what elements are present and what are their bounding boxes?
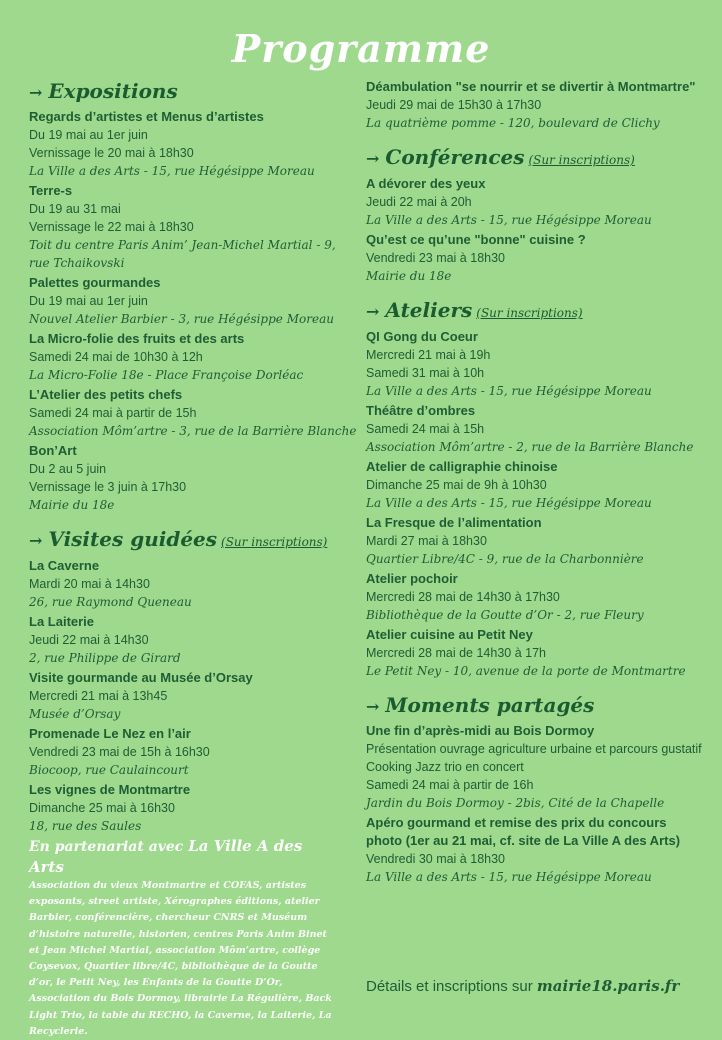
- event-date: Samedi 24 mai à partir de 15h: [29, 406, 197, 420]
- left-column: [29, 78, 359, 835]
- registration-link[interactable]: (Sur inscriptions): [528, 153, 635, 167]
- event-place: Nouvel Atelier Barbier - 3, rue Hégésippe Moreau: [29, 312, 334, 326]
- event-date: Vendredi 23 mai de 15h à 16h30: [29, 745, 210, 759]
- event-date: Mercredi 28 mai de 14h30 à 17h30: [366, 590, 560, 604]
- event-name: La Fresque de l’alimentation: [366, 515, 542, 530]
- event-date: Dimanche 25 mai de 9h à 10h30: [366, 478, 547, 492]
- section-title: Visites guidées: [48, 527, 218, 551]
- event-place: Bibliothèque de la Goutte d’Or - 2, rue Fleury: [366, 608, 644, 622]
- section-title: Expositions: [48, 79, 178, 103]
- event-item: [366, 814, 706, 886]
- arrow-right-icon: →: [29, 83, 43, 102]
- event-item: [366, 231, 706, 285]
- event-date: Vendredi 30 mai à 18h30: [366, 852, 505, 866]
- arrow-right-icon: →: [29, 531, 43, 550]
- event-item: [366, 514, 706, 568]
- event-item: [366, 626, 706, 680]
- event-name: L’Atelier des petits chefs: [29, 387, 183, 402]
- event-date: Cooking Jazz trio en concert: [366, 760, 524, 774]
- event-place: Le Petit Ney - 10, avenue de la porte de Montmartre: [366, 664, 686, 678]
- event-place: Musée d’Orsay: [29, 707, 121, 721]
- section-heading-conferences: [366, 144, 706, 173]
- event-name: Regards d’artistes et Menus d’artistes: [29, 109, 264, 124]
- event-date: Du 19 au 31 mai: [29, 202, 121, 216]
- event-name: Terre-s: [29, 183, 73, 198]
- event-name: Palettes gourmandes: [29, 275, 161, 290]
- event-date: Du 19 mai au 1er juin: [29, 128, 148, 142]
- event-place: La Micro-Folie 18e - Place Françoise Dorléac: [29, 368, 304, 382]
- event-item: [29, 182, 359, 272]
- event-name: Une fin d’après-midi au Bois Dormoy: [366, 723, 595, 738]
- event-date: Dimanche 25 mai à 16h30: [29, 801, 175, 815]
- page-title: Programme: [231, 26, 491, 71]
- event-place: 26, rue Raymond Queneau: [29, 595, 192, 609]
- section-spacer: [366, 680, 706, 692]
- event-item: [29, 274, 359, 328]
- event-item: [29, 386, 359, 440]
- event-name: Bon’Art: [29, 443, 77, 458]
- event-name: Promenade Le Nez en l’air: [29, 726, 191, 741]
- event-place: Quartier Libre/4C - 9, rue de la Charbonnière: [366, 552, 644, 566]
- section-title: Moments partagés: [385, 693, 595, 717]
- event-item: [366, 402, 706, 456]
- event-date: Samedi 24 mai à 15h: [366, 422, 485, 436]
- event-item: [366, 78, 706, 132]
- event-name: Qu’est ce qu’une "bonne" cuisine ?: [366, 232, 586, 247]
- section-spacer: [366, 285, 706, 297]
- event-date: Du 19 mai au 1er juin: [29, 294, 148, 308]
- section-heading-moments: [366, 692, 706, 720]
- event-name: Atelier pochoir: [366, 571, 458, 586]
- event-item: [366, 175, 706, 229]
- arrow-right-icon: →: [366, 302, 380, 321]
- event-item: [366, 458, 706, 512]
- event-place: La Ville a des Arts - 15, rue Hégésippe Moreau: [366, 213, 652, 227]
- event-place: Mairie du 18e: [29, 498, 115, 512]
- partners-heading: En partenariat avec La Ville A des Arts: [29, 837, 303, 876]
- event-item: [29, 669, 359, 723]
- section-heading-ateliers: [366, 297, 706, 326]
- event-date: Vernissage le 20 mai à 18h30: [29, 146, 194, 160]
- section-heading-expositions: [29, 78, 359, 106]
- event-date: Vendredi 23 mai à 18h30: [366, 251, 505, 265]
- event-name: Théâtre d’ombres: [366, 403, 476, 418]
- event-place: 2, rue Philippe de Girard: [29, 651, 181, 665]
- event-date: Mardi 20 mai à 14h30: [29, 577, 150, 591]
- event-place: Association Môm’artre - 3, rue de la Barrière Blanche: [29, 424, 357, 438]
- registration-link[interactable]: (Sur inscriptions): [476, 306, 583, 320]
- event-name: Atelier de calligraphie chinoise: [366, 459, 558, 474]
- event-place: La Ville a des Arts - 15, rue Hégésippe Moreau: [366, 384, 652, 398]
- event-date: Samedi 31 mai à 10h: [366, 366, 485, 380]
- arrow-right-icon: →: [366, 697, 380, 716]
- event-place: La Ville a des Arts - 15, rue Hégésippe Moreau: [366, 496, 652, 510]
- registration-link[interactable]: (Sur inscriptions): [221, 535, 328, 549]
- event-date: Jeudi 22 mai à 14h30: [29, 633, 149, 647]
- event-date: Mercredi 21 mai à 19h: [366, 348, 491, 362]
- event-name: Déambulation "se nourrir et se divertir à Montmartre": [366, 79, 696, 94]
- event-date: Samedi 24 mai de 10h30 à 12h: [29, 350, 203, 364]
- event-date: Présentation ouvrage agriculture urbaine et parcours gustatif: [366, 742, 702, 756]
- section-spacer: [29, 514, 359, 526]
- website-link[interactable]: mairie18.paris.fr: [536, 977, 680, 995]
- event-place: Biocoop, rue Caulaincourt: [29, 763, 189, 777]
- section-title: Conférences: [385, 145, 525, 169]
- event-name: QI Gong du Coeur: [366, 329, 478, 344]
- event-place: Mairie du 18e: [366, 269, 452, 283]
- event-item: [29, 330, 359, 384]
- event-date: Mercredi 21 mai à 13h45: [29, 689, 168, 703]
- event-item: [29, 557, 359, 611]
- section-title: Ateliers: [385, 298, 473, 322]
- event-place: La Ville a des Arts - 15, rue Hégésippe Moreau: [29, 164, 315, 178]
- event-name: Les vignes de Montmartre: [29, 782, 191, 797]
- event-place: 18, rue des Saules: [29, 819, 142, 833]
- event-name: La Laiterie: [29, 614, 95, 629]
- event-item: [29, 781, 359, 835]
- right-column: [366, 76, 706, 886]
- event-place: Jardin du Bois Dormoy - 2bis, Cité de la Chapelle: [366, 796, 665, 810]
- footer: Détails et inscriptions sur mairie18.paris.fr: [366, 977, 680, 995]
- event-item: [366, 570, 706, 624]
- event-date: Samedi 24 mai à partir de 16h: [366, 778, 534, 792]
- event-item: [29, 613, 359, 667]
- event-date: Mardi 27 mai à 18h30: [366, 534, 487, 548]
- event-item: [29, 108, 359, 180]
- event-date: Jeudi 29 mai de 15h30 à 17h30: [366, 98, 542, 112]
- section-spacer: [366, 132, 706, 144]
- event-place: Toit du centre Paris Anim’ Jean-Michel Martial - 9, rue Tchaikovski: [29, 238, 336, 270]
- event-name: La Caverne: [29, 558, 100, 573]
- event-place: La quatrième pomme - 120, boulevard de Clichy: [366, 116, 660, 130]
- partners-text: Association du vieux Montmartre et COFAS, artistes exposants, street artiste, Xérographes éditions, atelier Barbier, conférencière, chercheur CNRS et Muséum d’histoire naturelle, historien, centres Paris Anim Binet et Jean Michel Martial, association Môm’artre, collège Coysevox, Quartier libre/4C, bibliothèque de la Goutte d’or, le Petit Ney, les Enfants de la Goutte D’Or, Association du Bois Dormoy, librairie La Régulière, Back Light Trio, la table du RECHO, la Caverne, la Laiterie, La Recyclerie.: [29, 880, 332, 1037]
- event-name: La Micro-folie des fruits et des arts: [29, 331, 245, 346]
- event-date: Vernissage le 22 mai à 18h30: [29, 220, 194, 234]
- event-item: [29, 725, 359, 779]
- event-name: A dévorer des yeux: [366, 176, 486, 191]
- event-name: Atelier cuisine au Petit Ney: [366, 627, 533, 642]
- event-place: La Ville a des Arts - 15, rue Hégésippe Moreau: [366, 870, 652, 884]
- event-item: [366, 328, 706, 400]
- section-heading-visites: [29, 526, 359, 555]
- event-item: [29, 442, 359, 514]
- event-date: Mercredi 28 mai de 14h30 à 17h: [366, 646, 546, 660]
- event-date: Vernissage le 3 juin à 17h30: [29, 480, 187, 494]
- event-item: [366, 722, 706, 812]
- event-date: Du 2 au 5 juin: [29, 462, 107, 476]
- partners-block: [29, 836, 339, 1040]
- event-place: Association Môm’artre - 2, rue de la Barrière Blanche: [366, 440, 694, 454]
- arrow-right-icon: →: [366, 149, 380, 168]
- event-name: Apéro gourmand et remise des prix du concours photo (1er au 21 mai, cf. site de La Ville A des Arts): [366, 815, 681, 848]
- event-date: Jeudi 22 mai à 20h: [366, 195, 472, 209]
- event-name: Visite gourmande au Musée d’Orsay: [29, 670, 253, 685]
